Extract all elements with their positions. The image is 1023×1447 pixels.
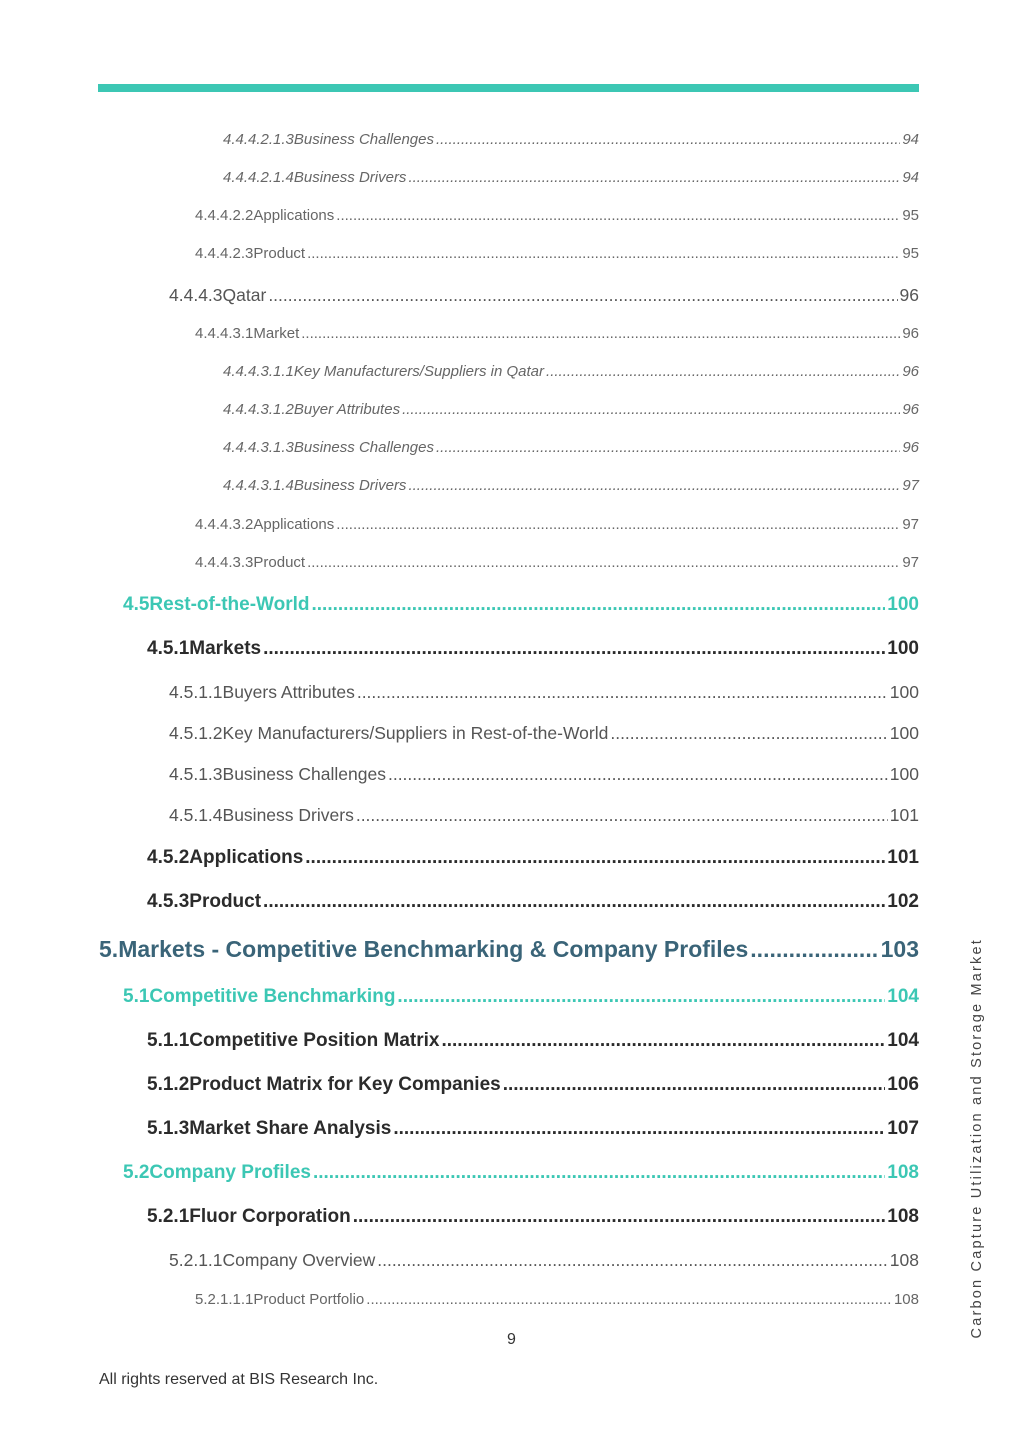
toc-entry-number: 5.2.1 <box>147 1206 190 1227</box>
toc-entry-number: 4.5.1.3 <box>169 764 223 784</box>
toc-entry-number: 4.4.4.3.2 <box>195 516 254 533</box>
toc-entry-page: 108 <box>887 1206 919 1227</box>
toc-entry-page: 94 <box>902 131 919 148</box>
toc-entry[interactable] <box>147 1118 919 1140</box>
toc-dot-leader <box>307 245 900 262</box>
toc-entry-page: 108 <box>889 1250 919 1270</box>
toc-dot-leader <box>408 477 900 494</box>
toc-entry[interactable] <box>147 891 919 913</box>
toc-entry-number: 4.5.1.1 <box>169 682 223 702</box>
toc-entry[interactable] <box>169 682 919 703</box>
toc-entry-page: 101 <box>889 805 919 825</box>
toc-entry-number: 4.4.4.3 <box>169 285 223 305</box>
toc-entry[interactable] <box>147 1030 919 1052</box>
toc-entry-number: 4.5.1.2 <box>169 723 223 743</box>
toc-entry-title: Market Share Analysis <box>189 1118 392 1139</box>
toc-entry[interactable] <box>223 131 919 148</box>
toc-entry-number: 4.4.4.2.3 <box>195 245 254 262</box>
sidebar-report-title <box>962 937 992 1339</box>
toc-dot-leader <box>268 285 897 306</box>
toc-entry-page: 97 <box>902 554 919 571</box>
toc-entry-title: Business Drivers <box>293 169 407 186</box>
toc-dot-leader <box>610 723 887 744</box>
toc-entry-title: Product <box>189 891 262 912</box>
toc-entry[interactable] <box>195 207 919 224</box>
toc-entry-number: 4.5 <box>123 594 150 615</box>
toc-entry-page: 95 <box>902 245 919 262</box>
toc-dot-leader <box>313 1162 885 1184</box>
toc-entry-page: 94 <box>902 169 919 186</box>
toc-entry[interactable] <box>195 325 919 342</box>
toc-entry-number: 5. <box>99 936 119 962</box>
toc-entry-number: 4.4.4.3.3 <box>195 554 254 571</box>
toc-entry-title: Markets <box>189 638 262 659</box>
toc-entry-title: Qatar <box>222 285 267 305</box>
toc-dot-leader <box>353 1206 886 1228</box>
top-accent-bar <box>98 84 919 92</box>
toc-entry-title: Applications <box>253 207 335 224</box>
toc-entry[interactable] <box>169 285 919 306</box>
toc-dot-leader <box>336 207 900 224</box>
toc-dot-leader <box>301 325 900 342</box>
toc-entry-number: 5.2.1.1.1 <box>195 1291 254 1308</box>
toc-entry-number: 4.5.2 <box>147 847 190 868</box>
toc-entry-title: Company Overview <box>222 1250 376 1270</box>
toc-entry[interactable] <box>223 477 919 494</box>
toc-entry-page: 100 <box>887 594 919 615</box>
toc-entry-page: 97 <box>902 477 919 494</box>
toc-entry-number: 5.1.1 <box>147 1030 190 1051</box>
toc-entry-number: 5.1.3 <box>147 1118 190 1139</box>
toc-entry-number: 4.4.4.3.1.4 <box>223 477 294 494</box>
toc-entry-title: Applications <box>253 516 335 533</box>
toc-entry-number: 4.4.4.3.1 <box>195 325 254 342</box>
toc-entry-page: 95 <box>902 207 919 224</box>
toc-entry[interactable] <box>223 401 919 418</box>
toc-entry[interactable] <box>223 363 919 380</box>
toc-entry-number: 4.4.4.2.1.4 <box>223 169 294 186</box>
toc-entry-page: 108 <box>887 1162 919 1183</box>
toc-dot-leader <box>336 516 900 533</box>
toc-dot-leader <box>546 363 900 380</box>
toc-entry-title: Fluor Corporation <box>189 1206 351 1227</box>
toc-entry-page: 97 <box>902 516 919 533</box>
toc-entry-number: 4.5.1 <box>147 638 190 659</box>
toc-entry-page: 96 <box>902 325 919 342</box>
toc-entry[interactable] <box>195 245 919 262</box>
toc-entry-title: Business Challenges <box>293 439 434 456</box>
page-number: 9 <box>507 1331 516 1348</box>
toc-entry[interactable] <box>99 936 919 963</box>
toc-entry-page: 107 <box>887 1118 919 1139</box>
toc-entry[interactable] <box>169 764 919 785</box>
toc-entry[interactable] <box>169 1250 919 1271</box>
toc-entry-page: 108 <box>893 1291 919 1308</box>
toc-entry-page: 100 <box>887 638 919 659</box>
toc-entry-number: 4.5.3 <box>147 891 190 912</box>
toc-entry-title: Market <box>253 325 300 342</box>
toc-entry-page: 104 <box>887 1030 919 1051</box>
toc-entry-number: 4.4.4.2.2 <box>195 207 254 224</box>
toc-entry-title: Product Matrix for Key Companies <box>189 1074 501 1095</box>
toc-entry-title: Competitive Position Matrix <box>189 1030 440 1051</box>
toc-entry-title: Competitive Benchmarking <box>149 986 396 1007</box>
toc-dot-leader <box>305 847 885 869</box>
toc-entry-title: Business Drivers <box>222 805 354 825</box>
footer-copyright: All rights reserved at BIS Research Inc. <box>99 1371 379 1388</box>
toc-dot-leader <box>377 1250 888 1271</box>
toc-entry-number: 4.4.4.3.1.2 <box>223 401 294 418</box>
toc-entry-page: 96 <box>902 439 919 456</box>
toc-dot-leader <box>436 131 900 148</box>
toc-dot-leader <box>312 594 886 616</box>
toc-entry[interactable] <box>123 1162 919 1184</box>
toc-dot-leader <box>397 986 885 1008</box>
toc-dot-leader <box>408 169 900 186</box>
toc-entry-number: 4.4.4.2.1.3 <box>223 131 294 148</box>
toc-entry[interactable] <box>195 516 919 533</box>
toc-dot-leader <box>393 1118 885 1140</box>
sidebar-title-text: Carbon Capture Utilization and Storage Market <box>969 937 985 1339</box>
toc-dot-leader <box>263 638 885 660</box>
toc-dot-leader <box>441 1030 885 1052</box>
toc-entry-title: Business Challenges <box>293 131 434 148</box>
toc-entry-number: 5.1.2 <box>147 1074 190 1095</box>
toc-entry-number: 5.2.1.1 <box>169 1250 223 1270</box>
toc-entry-page: 101 <box>887 847 919 868</box>
toc-entry-page: 96 <box>902 401 919 418</box>
toc-entry-number: 5.1 <box>123 986 150 1007</box>
toc-entry-number: 5.2 <box>123 1162 150 1183</box>
toc-entry-page: 106 <box>887 1074 919 1095</box>
toc-dot-leader <box>366 1291 892 1308</box>
toc-entry[interactable] <box>147 1206 919 1228</box>
toc-entry[interactable] <box>223 169 919 186</box>
toc-entry[interactable] <box>195 554 919 571</box>
toc-entry[interactable] <box>123 594 919 616</box>
toc-entry-title: Rest-of-the-World <box>149 594 310 615</box>
toc-entry-page: 96 <box>899 285 919 305</box>
toc-entry-title: Product Portfolio <box>253 1291 365 1308</box>
toc-entry-title: Product <box>253 554 306 571</box>
toc-entry-title: Company Profiles <box>149 1162 311 1183</box>
toc-entry-number: 4.4.4.3.1.3 <box>223 439 294 456</box>
toc-entry-number: 4.4.4.3.1.1 <box>223 363 294 380</box>
toc-entry-title: Buyers Attributes <box>222 682 355 702</box>
toc-dot-leader <box>503 1074 886 1096</box>
toc-entry-title: Business Challenges <box>222 764 386 784</box>
toc-entry-page: 100 <box>889 682 919 702</box>
toc-entry-page: 96 <box>902 363 919 380</box>
toc-entry[interactable] <box>147 847 919 869</box>
toc-dot-leader <box>436 439 900 456</box>
toc-entry-title: Business Drivers <box>293 477 407 494</box>
toc-entry-page: 100 <box>889 764 919 784</box>
toc-entry-title: Buyer Attributes <box>293 401 401 418</box>
toc-entry-title: Key Manufacturers/Suppliers in Rest-of-the-World <box>222 723 609 743</box>
toc-entry[interactable] <box>195 1291 919 1308</box>
toc-entry-title: Applications <box>189 847 304 868</box>
toc-entry-page: 104 <box>887 986 919 1007</box>
toc-entry-title: Markets - Competitive Benchmarking & Company Profiles <box>118 936 749 962</box>
toc-entry-number: 4.5.1.4 <box>169 805 223 825</box>
toc-entry-page: 103 <box>880 936 919 962</box>
toc-dot-leader <box>263 891 885 913</box>
toc-entry-title: Product <box>253 245 306 262</box>
toc-entry-page: 102 <box>887 891 919 912</box>
toc-entry[interactable] <box>147 638 919 660</box>
toc-entry[interactable] <box>147 1074 919 1096</box>
toc-entry-page: 100 <box>889 723 919 743</box>
toc-entry[interactable] <box>169 805 919 826</box>
toc-entry[interactable] <box>223 439 919 456</box>
toc-entry[interactable] <box>169 723 919 744</box>
toc-dot-leader <box>356 805 888 826</box>
toc-dot-leader <box>307 554 900 571</box>
toc-dot-leader <box>402 401 900 418</box>
toc-entry-title: Key Manufacturers/Suppliers in Qatar <box>293 363 545 380</box>
toc-entry[interactable] <box>123 986 919 1008</box>
toc-dot-leader <box>357 682 888 703</box>
toc-dot-leader <box>388 764 888 785</box>
toc-dot-leader <box>750 936 878 963</box>
